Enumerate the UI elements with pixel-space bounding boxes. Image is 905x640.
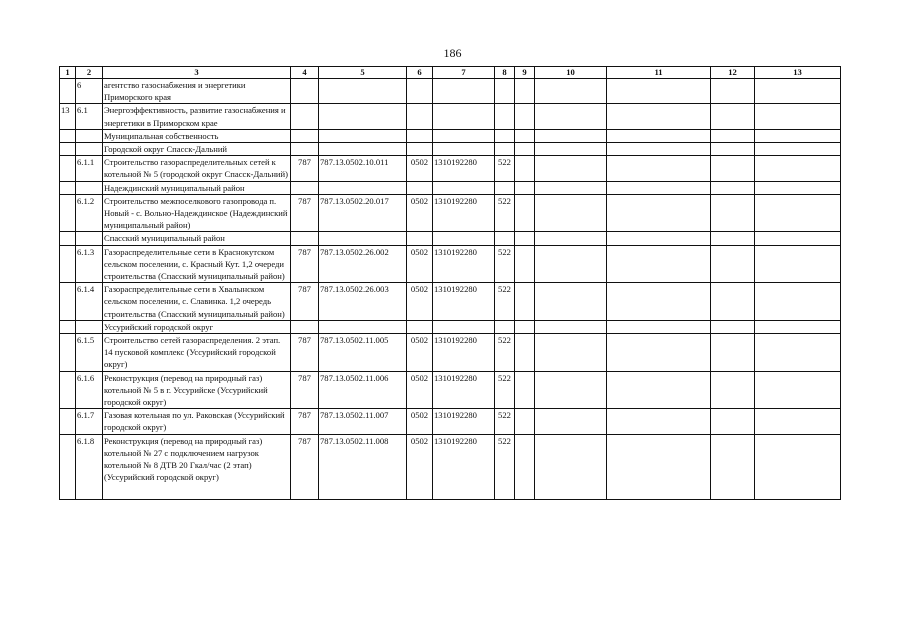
table-cell-col7 [433, 232, 495, 245]
table-cell-col9 [515, 245, 535, 283]
table-cell-col7: 1310192280 [433, 409, 495, 434]
table-cell-col2: 6.1.4 [76, 283, 103, 321]
table-cell-col12 [711, 245, 755, 283]
table-cell-col4 [291, 104, 319, 129]
table-cell-col9 [515, 232, 535, 245]
table-row [60, 334, 841, 372]
table-cell-col1 [60, 434, 76, 499]
table-cell-col11 [607, 156, 711, 181]
table-cell-col7: 1310192280 [433, 334, 495, 372]
table-cell-col3: агентство газоснабжения и энергетики Приморского края [103, 79, 291, 104]
table-cell-col12 [711, 320, 755, 333]
table-cell-col1 [60, 143, 76, 156]
table-cell-col6 [407, 79, 433, 104]
column-header-11: 11 [607, 67, 711, 79]
table-cell-col2: 6.1.5 [76, 334, 103, 372]
table-cell-col7 [433, 129, 495, 142]
table-header-row [60, 67, 841, 79]
table-cell-col10 [535, 320, 607, 333]
table-cell-col8 [495, 232, 515, 245]
table-cell-col11 [607, 434, 711, 499]
table-cell-col5 [319, 104, 407, 129]
table-cell-col6 [407, 129, 433, 142]
table-cell-col8: 522 [495, 409, 515, 434]
table-cell-col11 [607, 371, 711, 409]
table-cell-col10 [535, 283, 607, 321]
table-cell-col9 [515, 409, 535, 434]
table-cell-col4: 787 [291, 194, 319, 232]
budget-table [59, 66, 841, 500]
table-cell-col6: 0502 [407, 156, 433, 181]
table-cell-col8 [495, 104, 515, 129]
table-cell-col2: 6 [76, 79, 103, 104]
table-cell-col5: 787.13.0502.26.002 [319, 245, 407, 283]
table-cell-col3: Строительство газораспределительных сетей к котельной № 5 (городской округ Спасск-Дальний) [103, 156, 291, 181]
table-cell-col13 [755, 245, 841, 283]
table-cell-col8: 522 [495, 245, 515, 283]
table-cell-col6: 0502 [407, 334, 433, 372]
table-cell-col5 [319, 320, 407, 333]
table-cell-col4: 787 [291, 371, 319, 409]
table-cell-col1 [60, 245, 76, 283]
table-cell-col12 [711, 143, 755, 156]
table-cell-col13 [755, 320, 841, 333]
table-cell-col9 [515, 79, 535, 104]
table-cell-col3: Надеждинский муниципальный район [103, 181, 291, 194]
table-cell-col10 [535, 156, 607, 181]
table-cell-col13 [755, 181, 841, 194]
table-cell-col11 [607, 181, 711, 194]
table-cell-col3: Уссурийский городской округ [103, 320, 291, 333]
table-cell-col8 [495, 320, 515, 333]
table-cell-col2 [76, 320, 103, 333]
table-cell-col4: 787 [291, 409, 319, 434]
table-cell-col8: 522 [495, 156, 515, 181]
table-cell-col10 [535, 143, 607, 156]
table-cell-col9 [515, 283, 535, 321]
table-row [60, 409, 841, 434]
table-cell-col1 [60, 156, 76, 181]
table-cell-col13 [755, 283, 841, 321]
table-cell-col3: Энергоэффективность, развитие газоснабжения и энергетики в Приморском крае [103, 104, 291, 129]
table-cell-col10 [535, 334, 607, 372]
table-cell-col10 [535, 371, 607, 409]
table-cell-col2: 6.1.8 [76, 434, 103, 499]
column-header-12: 12 [711, 67, 755, 79]
table-cell-col9 [515, 434, 535, 499]
table-cell-col4 [291, 129, 319, 142]
table-cell-col11 [607, 283, 711, 321]
table-cell-col2: 6.1.7 [76, 409, 103, 434]
table-cell-col12 [711, 232, 755, 245]
table-cell-col11 [607, 129, 711, 142]
table-cell-col6 [407, 320, 433, 333]
table-cell-col5 [319, 181, 407, 194]
table-cell-col3: Газовая котельная по ул. Раковская (Уссурийский городской округ) [103, 409, 291, 434]
table-row [60, 181, 841, 194]
table-cell-col11 [607, 79, 711, 104]
table-cell-col5: 787.13.0502.11.005 [319, 334, 407, 372]
table-row [60, 194, 841, 232]
table-cell-col7 [433, 320, 495, 333]
table-cell-col4: 787 [291, 434, 319, 499]
table-cell-col10 [535, 194, 607, 232]
table-cell-col5 [319, 143, 407, 156]
table-cell-col4 [291, 232, 319, 245]
table-cell-col8: 522 [495, 283, 515, 321]
table-cell-col2: 6.1.6 [76, 371, 103, 409]
table-cell-col9 [515, 334, 535, 372]
table-cell-col8: 522 [495, 334, 515, 372]
column-header-2: 2 [76, 67, 103, 79]
table-row [60, 79, 841, 104]
table-cell-col12 [711, 129, 755, 142]
table-cell-col3: Реконструкция (перевод на природный газ) котельной № 27 с подключением нагрузок котельной № 8 ДТВ 20 Гкал/час (2 этап) (Уссурийский городской округ) [103, 434, 291, 499]
table-cell-col7 [433, 143, 495, 156]
table-row [60, 104, 841, 129]
table-cell-col10 [535, 79, 607, 104]
table-cell-col11 [607, 232, 711, 245]
column-header-5: 5 [319, 67, 407, 79]
table-cell-col5 [319, 232, 407, 245]
table-cell-col12 [711, 334, 755, 372]
table-cell-col2: 6.1.2 [76, 194, 103, 232]
table-cell-col12 [711, 181, 755, 194]
table-cell-col3: Реконструкция (перевод на природный газ) котельной № 5 в г. Уссурийске (Уссурийский городской округ) [103, 371, 291, 409]
table-cell-col10 [535, 129, 607, 142]
table-cell-col3: Строительство межпоселкового газопровода п. Новый - с. Вольно-Надеждинское (Надеждинский муниципальный район) [103, 194, 291, 232]
table-cell-col4 [291, 79, 319, 104]
table-cell-col4: 787 [291, 283, 319, 321]
table-cell-col2 [76, 181, 103, 194]
table-cell-col6 [407, 104, 433, 129]
table-cell-col1 [60, 194, 76, 232]
table-cell-col11 [607, 245, 711, 283]
table-cell-col7: 1310192280 [433, 434, 495, 499]
table-cell-col10 [535, 245, 607, 283]
table-cell-col10 [535, 181, 607, 194]
table-cell-col9 [515, 129, 535, 142]
column-header-10: 10 [535, 67, 607, 79]
table-cell-col4: 787 [291, 156, 319, 181]
table-cell-col5: 787.13.0502.10.011 [319, 156, 407, 181]
table-cell-col9 [515, 320, 535, 333]
table-cell-col12 [711, 434, 755, 499]
table-cell-col1 [60, 129, 76, 142]
table-cell-col3: Газораспределительные сети в Краснокутском сельском поселении, с. Красный Кут. 1,2 очереди строительства (Спасский муниципальный район) [103, 245, 291, 283]
table-cell-col11 [607, 320, 711, 333]
table-cell-col7: 1310192280 [433, 245, 495, 283]
table-cell-col11 [607, 409, 711, 434]
table-cell-col1 [60, 79, 76, 104]
table-cell-col13 [755, 334, 841, 372]
table-row [60, 283, 841, 321]
table-cell-col2: 6.1.3 [76, 245, 103, 283]
table-cell-col4: 787 [291, 245, 319, 283]
table-cell-col9 [515, 104, 535, 129]
table-row [60, 371, 841, 409]
column-header-6: 6 [407, 67, 433, 79]
table-cell-col8 [495, 143, 515, 156]
column-header-7: 7 [433, 67, 495, 79]
table-cell-col12 [711, 156, 755, 181]
table-cell-col8 [495, 79, 515, 104]
table-cell-col9 [515, 156, 535, 181]
table-cell-col6: 0502 [407, 245, 433, 283]
table-cell-col12 [711, 283, 755, 321]
table-cell-col8: 522 [495, 371, 515, 409]
table-row [60, 143, 841, 156]
table-cell-col6 [407, 143, 433, 156]
table-cell-col1: 13 [60, 104, 76, 129]
table-cell-col12 [711, 104, 755, 129]
table-cell-col1 [60, 232, 76, 245]
table-cell-col5 [319, 79, 407, 104]
table-row [60, 245, 841, 283]
table-cell-col1 [60, 371, 76, 409]
table-cell-col7: 1310192280 [433, 283, 495, 321]
table-cell-col13 [755, 79, 841, 104]
column-header-9: 9 [515, 67, 535, 79]
table-cell-col13 [755, 434, 841, 499]
table-body [60, 79, 841, 500]
table-cell-col3: Спасский муниципальный район [103, 232, 291, 245]
table-row [60, 232, 841, 245]
table-row [60, 156, 841, 181]
table-cell-col3: Строительство сетей газораспределения. 2 этап. 14 пусковой комплекс (Уссурийский городской округ) [103, 334, 291, 372]
table-cell-col7: 1310192280 [433, 194, 495, 232]
table-cell-col8 [495, 129, 515, 142]
table-cell-col6: 0502 [407, 283, 433, 321]
table-cell-col5 [319, 129, 407, 142]
table-cell-col6: 0502 [407, 409, 433, 434]
table-cell-col6 [407, 232, 433, 245]
table-cell-col12 [711, 194, 755, 232]
table-cell-col13 [755, 156, 841, 181]
table-cell-col2 [76, 129, 103, 142]
table-cell-col5: 787.13.0502.26.003 [319, 283, 407, 321]
table-cell-col1 [60, 320, 76, 333]
table-cell-col11 [607, 104, 711, 129]
table-cell-col7: 1310192280 [433, 156, 495, 181]
table-cell-col10 [535, 409, 607, 434]
table-row [60, 129, 841, 142]
table-row [60, 434, 841, 499]
table-cell-col6: 0502 [407, 194, 433, 232]
table-row [60, 320, 841, 333]
table-cell-col12 [711, 371, 755, 409]
table-cell-col10 [535, 104, 607, 129]
table-cell-col6 [407, 181, 433, 194]
table-cell-col6: 0502 [407, 434, 433, 499]
table-cell-col5: 787.13.0502.20.017 [319, 194, 407, 232]
column-header-1: 1 [60, 67, 76, 79]
table-cell-col12 [711, 79, 755, 104]
table-cell-col1 [60, 334, 76, 372]
table-cell-col11 [607, 143, 711, 156]
table-cell-col9 [515, 143, 535, 156]
table-cell-col2: 6.1 [76, 104, 103, 129]
table-cell-col4 [291, 320, 319, 333]
column-header-4: 4 [291, 67, 319, 79]
table-cell-col9 [515, 371, 535, 409]
table-cell-col8: 522 [495, 194, 515, 232]
table-cell-col1 [60, 181, 76, 194]
table-cell-col7 [433, 104, 495, 129]
table-cell-col4 [291, 181, 319, 194]
table-cell-col1 [60, 283, 76, 321]
table-cell-col3: Муниципальная собственность [103, 129, 291, 142]
table-cell-col8: 522 [495, 434, 515, 499]
table-cell-col4: 787 [291, 334, 319, 372]
table-cell-col4 [291, 143, 319, 156]
table-cell-col2 [76, 143, 103, 156]
table-cell-col9 [515, 181, 535, 194]
table-cell-col13 [755, 129, 841, 142]
table-cell-col13 [755, 143, 841, 156]
table-cell-col13 [755, 104, 841, 129]
table-cell-col8 [495, 181, 515, 194]
page-number: 186 [443, 46, 462, 60]
table-cell-col5: 787.13.0502.11.007 [319, 409, 407, 434]
table-cell-col2 [76, 232, 103, 245]
column-header-8: 8 [495, 67, 515, 79]
table-cell-col13 [755, 371, 841, 409]
table-cell-col6: 0502 [407, 371, 433, 409]
column-header-3: 3 [103, 67, 291, 79]
table-cell-col7: 1310192280 [433, 371, 495, 409]
table-cell-col9 [515, 194, 535, 232]
table-cell-col7 [433, 181, 495, 194]
table-cell-col7 [433, 79, 495, 104]
column-header-13: 13 [755, 67, 841, 79]
table-cell-col3: Газораспределительные сети в Хвалынском сельском поселении, с. Славинка. 1,2 очередь строительства (Спасский муниципальный район) [103, 283, 291, 321]
table-cell-col11 [607, 194, 711, 232]
table-cell-col5: 787.13.0502.11.006 [319, 371, 407, 409]
table-cell-col2: 6.1.1 [76, 156, 103, 181]
table-cell-col13 [755, 194, 841, 232]
table-cell-col10 [535, 232, 607, 245]
table-cell-col1 [60, 409, 76, 434]
table-cell-col3: Городской округ Спасск-Дальний [103, 143, 291, 156]
table-cell-col12 [711, 409, 755, 434]
table-cell-col13 [755, 409, 841, 434]
table-cell-col11 [607, 334, 711, 372]
table-cell-col5: 787.13.0502.11.008 [319, 434, 407, 499]
table-cell-col13 [755, 232, 841, 245]
table-cell-col10 [535, 434, 607, 499]
